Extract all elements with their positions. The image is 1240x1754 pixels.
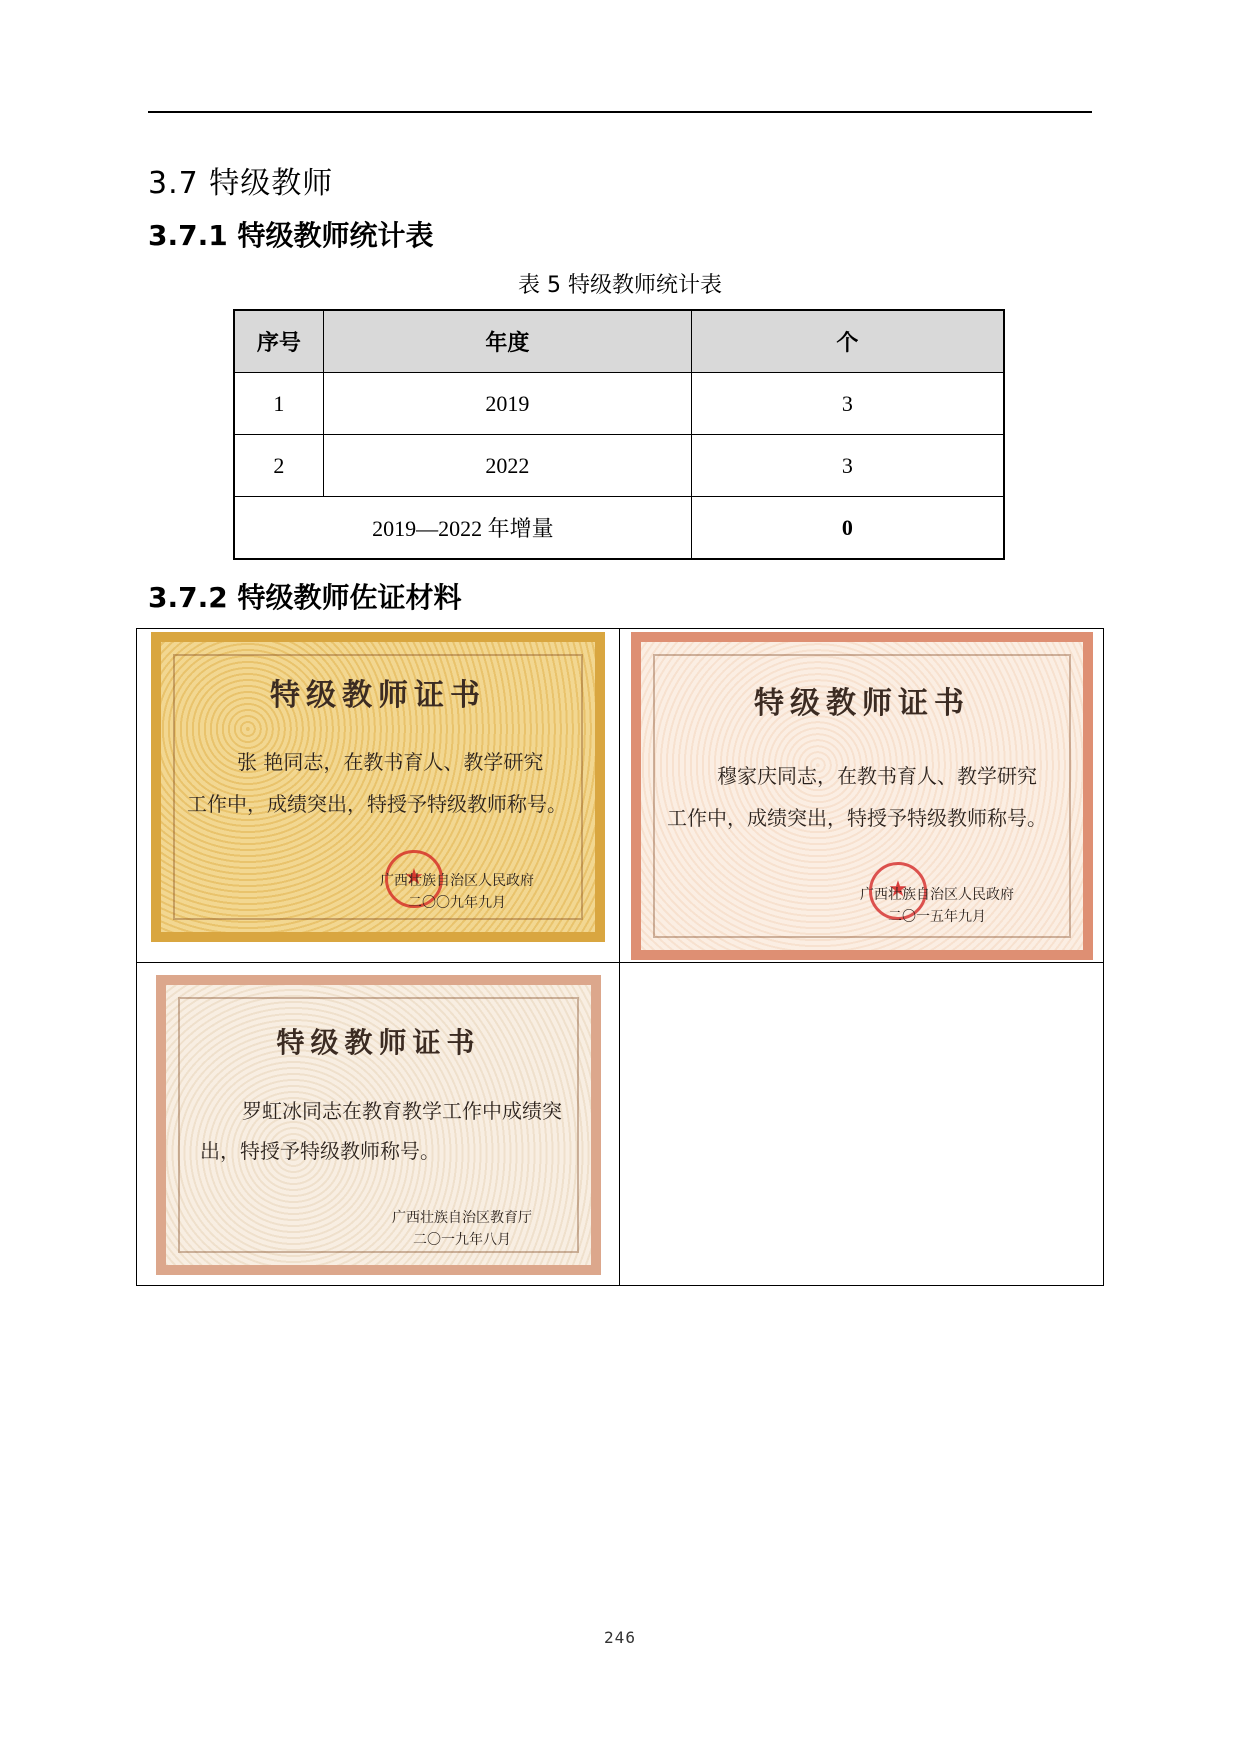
cell-count: 3 (691, 373, 1004, 435)
subsection-heading-table: 3.7.1 特级教师统计表 (148, 219, 434, 252)
certificate-title: 特级教师证书 (270, 678, 486, 713)
certificate-issuer-name: 广西壮族自治区人民政府 (860, 887, 1014, 903)
certificate-date: 二〇〇九年九月 (408, 895, 506, 911)
certificate-issuer (362, 1207, 562, 1251)
subsection-heading-evidence: 3.7.2 特级教师佐证材料 (148, 581, 462, 614)
header-count: 个 (691, 310, 1004, 373)
header-index: 序号 (234, 310, 323, 373)
cell-index: 2 (234, 435, 323, 497)
grid-divider-vertical (619, 629, 620, 1285)
table-summary-row (234, 497, 1004, 560)
certificate-text-line: 张 艳同志，在教书育人、教学研究 (237, 750, 544, 774)
certificate-date: 二〇一九年八月 (413, 1232, 511, 1248)
certificate-title: 特级教师证书 (754, 686, 970, 721)
summary-label: 2019—2022 年增量 (234, 497, 691, 560)
certificate-image (151, 632, 605, 942)
certificate-issuer (347, 870, 567, 914)
certificate-image (156, 975, 601, 1275)
certificate-text-line: 出，特授予特级教师称号。 (200, 1139, 440, 1163)
certificate-text-line: 工作中，成绩突出，特授予特级教师称号。 (667, 806, 1047, 830)
certificate-title: 特级教师证书 (276, 1026, 481, 1059)
certificate-image (631, 632, 1093, 960)
cell-count: 3 (691, 435, 1004, 497)
certificate-issuer-name: 广西壮族自治区人民政府 (380, 873, 534, 889)
table-row (234, 435, 1004, 497)
header-rule (148, 111, 1092, 113)
summary-value: 0 (691, 497, 1004, 560)
certificate-issuer (827, 884, 1047, 928)
certificate-text-line: 工作中，成绩突出，特授予特级教师称号。 (187, 792, 567, 816)
grid-divider-horizontal (137, 962, 1103, 963)
header-year: 年度 (323, 310, 691, 373)
table-row (234, 373, 1004, 435)
table-header-row (234, 310, 1004, 373)
cell-index: 1 (234, 373, 323, 435)
section-heading: 3.7 特级教师 (148, 166, 334, 201)
certificate-text-line: 穆家庆同志，在教书育人、教学研究 (717, 764, 1037, 788)
certificate-text-line: 罗虹冰同志在教育教学工作中成绩突 (242, 1099, 562, 1123)
page-number: 246 (604, 1628, 636, 1647)
certificate-date: 二〇一五年九月 (888, 909, 986, 925)
cell-year: 2019 (323, 373, 691, 435)
cell-year: 2022 (323, 435, 691, 497)
table-caption: 表 5 特级教师统计表 (518, 273, 722, 298)
certificate-issuer-name: 广西壮族自治区教育厅 (392, 1210, 532, 1226)
stats-table (233, 309, 1005, 560)
